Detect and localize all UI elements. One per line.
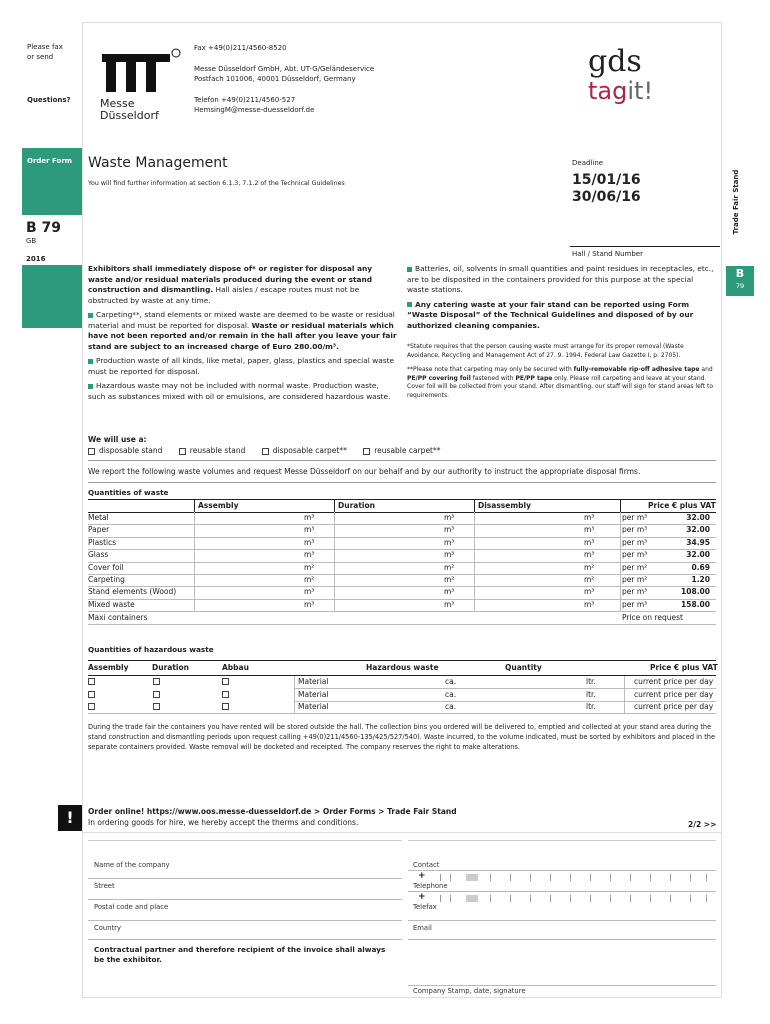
address-box — [88, 840, 402, 940]
intro-left — [88, 264, 398, 402]
intro-left-1: Exhibitors shall immediately dispose of* or register for disposal any waste and/or residual materials produced during the event or stand construction and dismantling. — [88, 264, 373, 294]
checkbox[interactable] — [88, 691, 95, 698]
bullet-icon — [407, 302, 412, 307]
intro-right-2: Any catering waste at your fair stand can be reported using Form “Waste Disposal” of the Technical Guidelines and disposed of by our authorized cleaning companies. — [407, 299, 694, 330]
info-text: You will find further information at section 6.1.3, 7.1.2 of the Technical Guidelines — [88, 180, 345, 187]
containers-text: During the trade fair the containers you have rented will be stored outside the hall. The collection bins you ordered will be delivered to, emptied and collected at your stand area during the stand construction and dismantling periods upon request calling +49(0)211/4560-135/425/527/540). Waste incurred, to the volume indicated, must be sorted by exhibitors and placed in the separate containers provided. Waste removal will be docketed and receipted. The company reserves the right to make alterations. — [88, 723, 716, 751]
checkbox[interactable] — [262, 448, 269, 455]
company-name-label: Name of the company — [94, 861, 170, 869]
company-name-input[interactable] — [200, 858, 400, 876]
checkbox[interactable] — [88, 448, 95, 455]
bullet-icon — [88, 384, 93, 389]
intro-right — [407, 264, 717, 400]
we-will-use-label: We will use a: — [88, 435, 147, 444]
quantities-title: Quantities of waste — [88, 488, 169, 497]
col-divider — [474, 499, 475, 512]
table-row: Stand elements (Wood) m³ m³ m³ per m³ 108.00 — [88, 587, 710, 597]
table-row: Glass m³ m³ m³ per m³ 32.00 — [88, 550, 710, 560]
checkbox[interactable] — [88, 678, 95, 685]
trade-fair-stand-label: Trade Fair Stand — [732, 169, 740, 235]
messe-logo-mark — [100, 48, 184, 92]
checkbox[interactable] — [222, 703, 229, 710]
signature-field[interactable] — [408, 942, 716, 984]
haz-col-waste: Hazardous waste — [366, 663, 439, 672]
address-line-2: Postfach 101006, 40001 Düsseldorf, Germany — [194, 75, 356, 83]
messe-logo — [100, 48, 184, 120]
address-line-1: Messe Düsseldorf GmbH, Abt. UT-G/Geländeservice — [194, 65, 375, 73]
terms-text: In ordering goods for hire, we hereby accept the therms and conditions. — [88, 818, 359, 827]
deadline-date-2: 30/06/16 — [572, 189, 641, 205]
checkbox[interactable] — [153, 678, 160, 685]
telefax-label: Telefax — [413, 903, 437, 911]
hazardous-title: Quantities of hazardous waste — [88, 645, 214, 654]
checkbox[interactable] — [153, 703, 160, 710]
table-row-maxi: Maxi containers Price on request — [88, 613, 683, 622]
option-reusable-stand[interactable]: reusable stand — [179, 446, 246, 455]
use-options — [88, 446, 441, 455]
hall-stand-label: Hall / Stand Number — [572, 250, 643, 258]
table-row: Material ca. ltr. current price per day — [88, 701, 716, 714]
table-row: Metal m³ m³ m³ per m³ 32.00 — [88, 513, 710, 522]
bullet-icon — [407, 267, 412, 272]
telephone-label: Telephone — [413, 882, 448, 890]
trade-fair-stand-tab — [726, 148, 748, 264]
table-row: Carpeting m² m² m² per m² 1.20 — [88, 575, 710, 584]
checkbox[interactable] — [88, 703, 95, 710]
intro-left-2b: Waste or residual materials which have not been reported and/or remain in the hall after you leave your fair stand are subject to an increased charge of Euro 280.00/m³. — [88, 320, 397, 351]
telephone-plus: + — [418, 871, 426, 881]
postal-label: Postal code and place — [94, 903, 169, 911]
stamp-label: Company Stamp, date, signature — [413, 987, 526, 995]
col-divider — [620, 499, 621, 512]
page-indicator: 2/2 >> — [688, 820, 717, 829]
alert-icon: ! — [58, 805, 82, 831]
phone-number: Telefon +49(0)211/4560-527 — [194, 96, 296, 104]
haz-col-assembly: Assembly — [88, 663, 129, 672]
contact-label: Contact — [413, 861, 440, 869]
assembly-input[interactable] — [194, 512, 314, 523]
contact-box — [408, 840, 716, 940]
deadline-date-1: 15/01/16 — [572, 172, 641, 188]
fax-box — [466, 895, 478, 902]
fax-number: Fax +49(0)211/4560-8520 — [194, 44, 287, 52]
it-logo-text: it! — [627, 77, 654, 105]
gds-tagit-logo — [588, 46, 668, 104]
checkbox[interactable] — [222, 691, 229, 698]
col-assembly: Assembly — [198, 501, 239, 510]
haz-col-quantity: Quantity — [505, 663, 542, 672]
order-form-label: Order Form — [27, 157, 73, 165]
email-label: Email — [413, 924, 432, 932]
option-disposable-carpet[interactable]: disposable carpet** — [262, 446, 347, 455]
checkbox[interactable] — [179, 448, 186, 455]
option-disposable-stand[interactable]: disposable stand — [88, 446, 162, 455]
checkbox[interactable] — [222, 678, 229, 685]
table-row: Material ca. ltr. current price per day — [88, 689, 716, 702]
form-year: 2016 — [26, 255, 46, 263]
intro-left-1b: Hall aisles / escape routes must not be obstructed by waste at any time. — [88, 285, 360, 305]
checkbox[interactable] — [363, 448, 370, 455]
col-price: Price € plus VAT — [648, 501, 716, 510]
statute-note: *Statute requires that the person causing waste must arrange for its proper removal (Waste Avoidance, Recycling and Management Act of 27. 9. 1994, Federal Law Gazette I, p. 2705). — [407, 343, 684, 359]
intro-left-3: Production waste of all kinds, like metal, paper, glass, plastics and special waste must be reported for disposal. — [88, 356, 395, 376]
contractual-text: Contractual partner and therefore recipient of the invoice shall always be the exhibitor. — [94, 945, 386, 964]
form-code: B 79 — [26, 220, 62, 236]
side-code-number: 79 — [735, 282, 745, 290]
intro-right-1: Batteries, oil, solvents in small quantities and paint residues in receptacles, etc., are to be disposited in the containers provided for this purpose at the special waste stations. — [407, 264, 714, 294]
questions-label: Questions? — [27, 96, 71, 104]
haz-col-duration: Duration — [152, 663, 189, 672]
table-row: Mixed waste m³ m³ m³ per m³ 158.00 — [88, 599, 710, 609]
option-reusable-carpet[interactable]: reusable carpet** — [363, 446, 440, 455]
gds-logo-text: gds — [588, 44, 642, 79]
tag-logo-text: tag — [588, 77, 628, 105]
intro-left-2a: Carpeting**, stand elements or mixed waste are deemed to be waste or residual material and must be reported for disposal. — [88, 310, 395, 330]
telefax-plus: + — [418, 892, 426, 902]
table-row: Paper m³ m³ m³ per m³ 32.00 — [88, 525, 710, 535]
please-fax-label: Please fax or send — [27, 43, 63, 61]
country-label: Country — [94, 924, 122, 932]
deadline-label: Deadline — [572, 159, 604, 167]
col-divider — [194, 499, 195, 512]
side-code-badge — [726, 266, 754, 296]
order-online-text[interactable]: Order online! https://www.oos.messe-duesseldorf.de > Order Forms > Trade Fair Stand — [88, 807, 457, 816]
table-row: Material ca. ltr. current price per day — [88, 676, 716, 689]
hall-stand-field[interactable] — [570, 212, 720, 246]
haz-col-abbau: Abbau — [222, 663, 249, 672]
form-language: GB — [26, 237, 37, 245]
col-disassembly: Disassembly — [478, 501, 531, 510]
table-row: Cover foil m² m² m² per m² 0.69 — [88, 562, 710, 572]
haz-col-price: Price € plus VAT — [650, 663, 718, 672]
page-title: Waste Management — [88, 155, 228, 171]
col-divider — [334, 499, 335, 512]
table-row: Plastics m³ m³ m³ per m³ 34.95 — [88, 537, 710, 547]
bullet-icon — [88, 313, 93, 318]
checkbox[interactable] — [153, 691, 160, 698]
messe-logo-text-1: Messe — [100, 97, 135, 110]
side-code-letter: B — [735, 267, 745, 280]
bullet-icon — [88, 359, 93, 364]
col-duration: Duration — [338, 501, 375, 510]
carpet-note: **Please note that carpeting may only be secured with fully-removable rip-off adhesive tape and PE/PP covering foil fastened with PE/PP tape only. Please roll carpeting and leave at your stand. Cover foil will be collected from your stand. After dismantling, our staff will sign for stand areas left to requirements. — [407, 366, 714, 399]
intro-left-4: Hazardous waste may not be included with normal waste. Production waste, such as substances mixed with oil or emulsions, are considered hazardous waste. — [88, 381, 391, 401]
contact-email: HemsingM@messe-duesseldorf.de — [194, 106, 315, 114]
phone-box — [466, 874, 478, 881]
messe-logo-text-2: Düsseldorf — [100, 109, 159, 122]
report-text: We report the following waste volumes and request Messe Düsseldorf on our behalf and by our authority to instruct the appropriate disposal firms. — [88, 467, 641, 476]
street-label: Street — [94, 882, 115, 890]
